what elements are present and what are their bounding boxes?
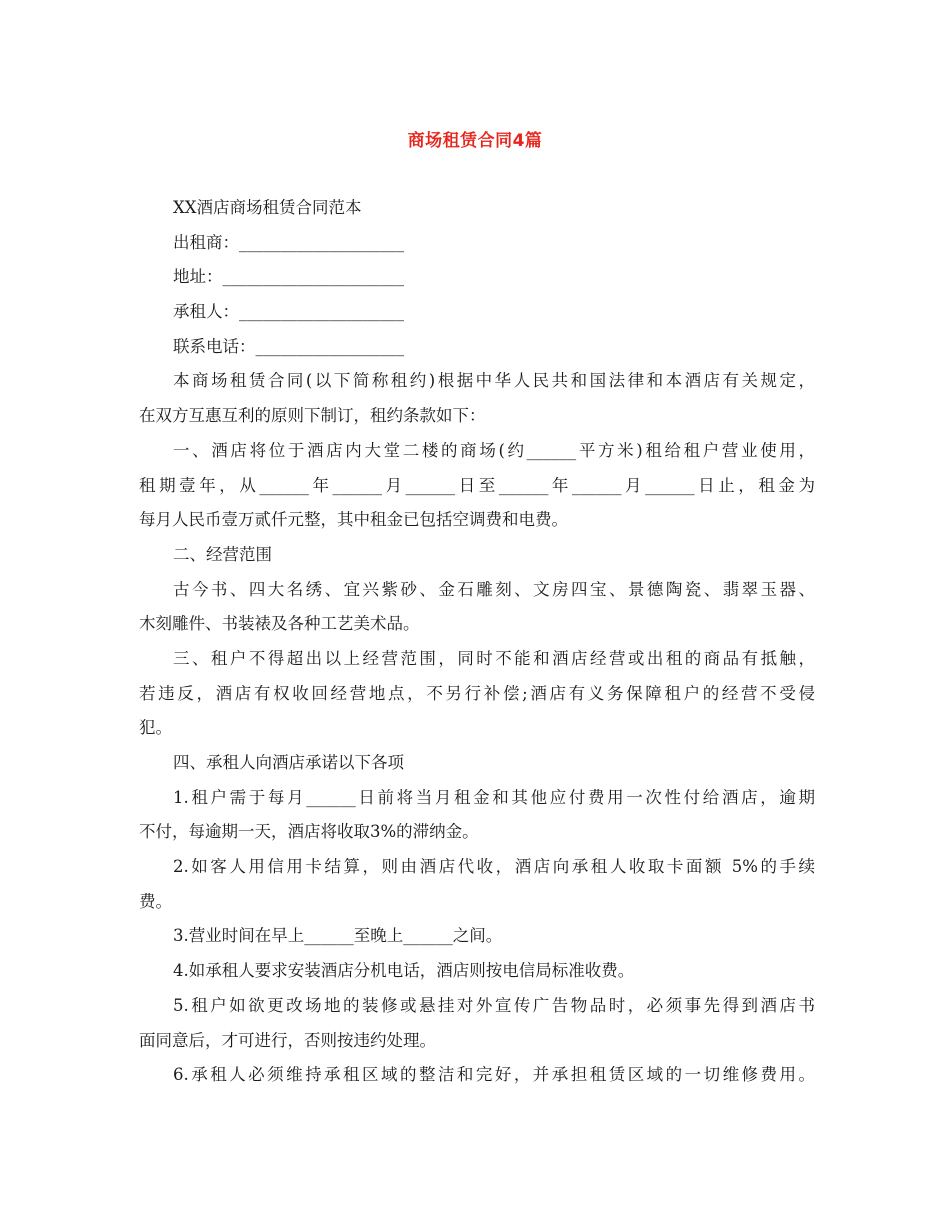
document-line: 3.营业时间在早上______至晚上______之间。 (173, 926, 503, 946)
document-line: 2.如客人用信用卡结算，则由酒店代收，酒店向承租人收取卡面额 5%的手续 (173, 857, 815, 877)
document-line: 1.租户需于每月______日前将当月租金和其他应付费用一次性付给酒店，逾期 (173, 787, 815, 807)
document-line: 承租人：____________________ (173, 302, 404, 322)
document-line: 犯。 (139, 718, 172, 738)
document-line: 木刻雕件、书装裱及各种工艺美术品。 (139, 614, 420, 634)
document-title: 商场租赁合同4篇 (407, 131, 543, 151)
document-line: 四、承租人向酒店承诺以下各项 (173, 753, 404, 772)
document-line: 出租商：____________________ (173, 232, 404, 252)
document-line: 租期壹年，从______年______月______日至______年______月______日止，租金为 (139, 475, 815, 495)
document-line: XX酒店商场租赁合同范本 (173, 198, 362, 217)
document-line: 二、经营范围 (173, 544, 272, 564)
document-line: 地址：______________________ (173, 267, 404, 287)
document-line: 一、酒店将位于酒店内大堂二楼的商场(约______平方米)租给租户营业使用， (173, 440, 815, 460)
document-line: 联系电话：__________________ (173, 336, 404, 356)
document-line: 本商场租赁合同(以下简称租约)根据中华人民共和国法律和本酒店有关规定， (173, 371, 815, 391)
document-line: 古今书、四大名绣、宜兴紫砂、金石雕刻、文房四宝、景德陶瓷、翡翠玉器、 (173, 579, 815, 599)
document-line: 三、租户不得超出以上经营范围，同时不能和酒店经营或出租的商品有抵触， (173, 648, 815, 668)
document-line: 5.租户如欲更改场地的装修或悬挂对外宣传广告物品时，必须事先得到酒店书 (173, 995, 815, 1015)
document-line: 4.如承租人要求安装酒店分机电话，酒店则按电信局标准收费。 (173, 961, 635, 981)
document-line: 不付，每逾期一天，酒店将收取3%的滞纳金。 (139, 822, 479, 842)
document-line: 若违反，酒店有权收回经营地点，不另行补偿;酒店有义务保障租户的经营不受侵 (139, 683, 815, 703)
document-body (139, 191, 815, 1093)
document-line: 6.承租人必须维持承租区域的整洁和完好，并承担租赁区域的一切维修费用。 (173, 1065, 815, 1085)
document-line: 面同意后，才可进行，否则按违约处理。 (139, 1030, 436, 1050)
document-line: 每月人民币壹万贰仟元整，其中租金已包括空调费和电费。 (139, 510, 568, 530)
document-line: 在双方互惠互利的原则下制订，租约条款如下： (139, 406, 486, 426)
document-line: 费。 (139, 891, 172, 911)
